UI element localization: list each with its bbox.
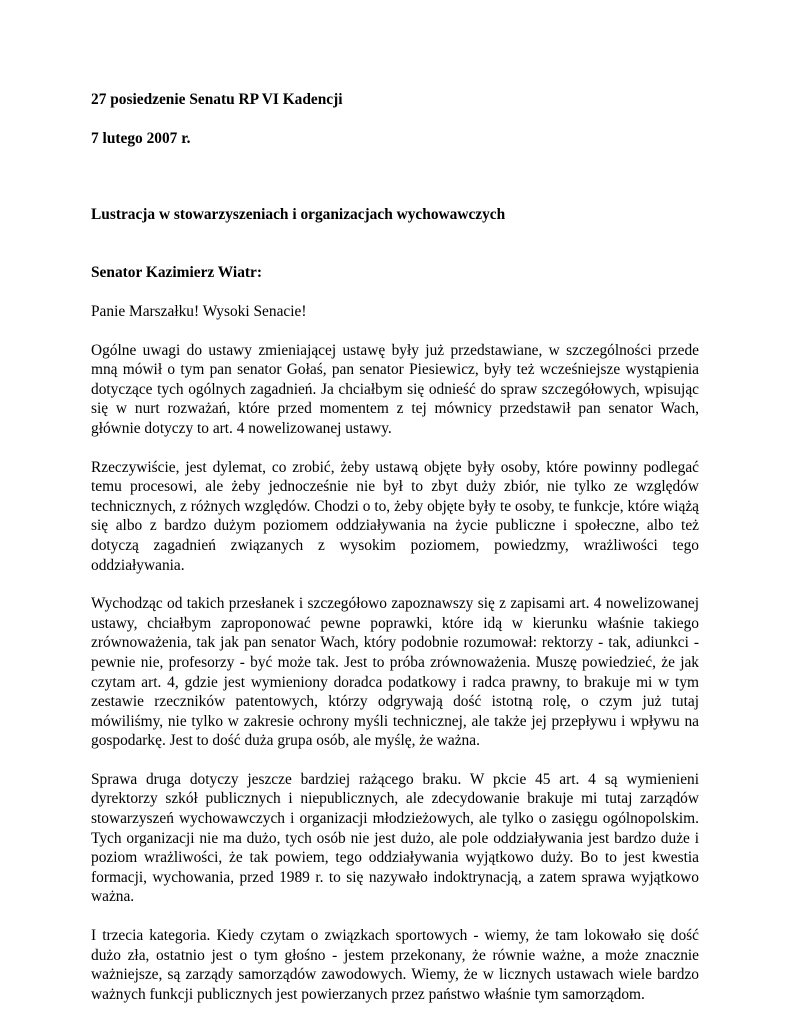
paragraph-5: I trzecia kategoria. Kiedy czytam o związkach sportowych - wiemy, że tam lokowało się dość dużo zła, ostatnio jest o tym głośno - jestem przekonany, że równie ważne, a może znacznie ważniejsze, są zarządy samorządów zawodowych. Wiemy, że w licznych ustawach wiele bardzo ważnych funkcji publicznych jest powierzanych przez państwo właśnie tym samorządom. <box>91 927 699 1003</box>
speaker-name: Senator Kazimierz Wiatr: <box>91 264 262 281</box>
topic-heading: Lustracja w stowarzyszeniach i organizacjach wychowawczych <box>91 206 506 223</box>
paragraph-3: Wychodząc od takich przesłanek i szczegółowo zapoznawszy się z zapisami art. 4 nowelizowanej ustawy, chciałbym zaproponować pewne poprawki, które idą w kierunku właśnie takiego zrównoważenia, tak jak pan senator Wach, który podobnie rozumował: rektorzy - tak, adiunkci - pewnie nie, profesorzy - być może tak. Jest to próba zrównoważenia. Muszę powiedzieć, że jak czytam art. 4, gdzie jest wymieniony doradca podatkowy i radca prawny, to brakuje mi w tym zestawie rzeczników patentowych, którzy odgrywają dość istotną rolę, o czym już tutaj mówiliśmy, nie tylko w zakresie ochrony myśli technicznej, ale także jej przepływu i wpływu na gospodarkę. Jest to dość duża grupa osób, ale myślę, że ważna. <box>91 595 699 750</box>
session-date: 7 lutego 2007 r. <box>91 130 191 147</box>
paragraph-4: Sprawa druga dotyczy jeszcze bardziej rażącego braku. W pkcie 45 art. 4 są wymienieni dyrektorzy szkół publicznych i niepublicznych, ale zdecydowanie brakuje mi tutaj zarządów stowarzyszeń wychowawczych i organizacji młodzieżowych, ale tylko o zasięgu ogólnopolskim. Tych organizacji nie ma dużo, tych osób nie jest dużo, ale pole oddziaływania jest bardzo duże i poziom wrażliwości, że tak powiem, tego oddziaływania wyjątkowo duży. Bo to jest kwestia formacji, wychowania, przed 1989 r. to się nazywało indoktrynacją, a zatem sprawa wyjątkowo ważna. <box>91 770 699 906</box>
greeting: Panie Marszałku! Wysoki Senacie! <box>91 303 307 320</box>
session-title: 27 posiedzenie Senatu RP VI Kadencji <box>91 91 343 108</box>
document-page <box>91 90 699 1004</box>
paragraph-2: Rzeczywiście, jest dylemat, co zrobić, żeby ustawą objęte były osoby, które powinny podlegać temu procesowi, ale żeby jednocześnie nie był to zbyt duży zbiór, nie tylko ze względów technicznych, z różnych względów. Chodzi o to, żeby objęte były te osoby, te funkcje, które wiążą się albo z bardzo dużym poziomem oddziaływania na życie publiczne i społeczne, albo też dotyczą zagadnień związanych z wysokim poziomem, powiedzmy, wrażliwości tego oddziaływania. <box>91 458 699 574</box>
paragraph-1: Ogólne uwagi do ustawy zmieniającej ustawę były już przedstawiane, w szczególności przede mną mówił o tym pan senator Gołaś, pan senator Piesiewicz, były też wcześniejsze wystąpienia dotyczące tych ogólnych zagadnień. Ja chciałbym się odnieść do spraw szczegółowych, wpisując się w nurt rozważań, które przed momentem z tej mównicy przedstawił pan senator Wach, głównie dotyczy to art. 4 nowelizowanej ustawy. <box>91 341 699 437</box>
